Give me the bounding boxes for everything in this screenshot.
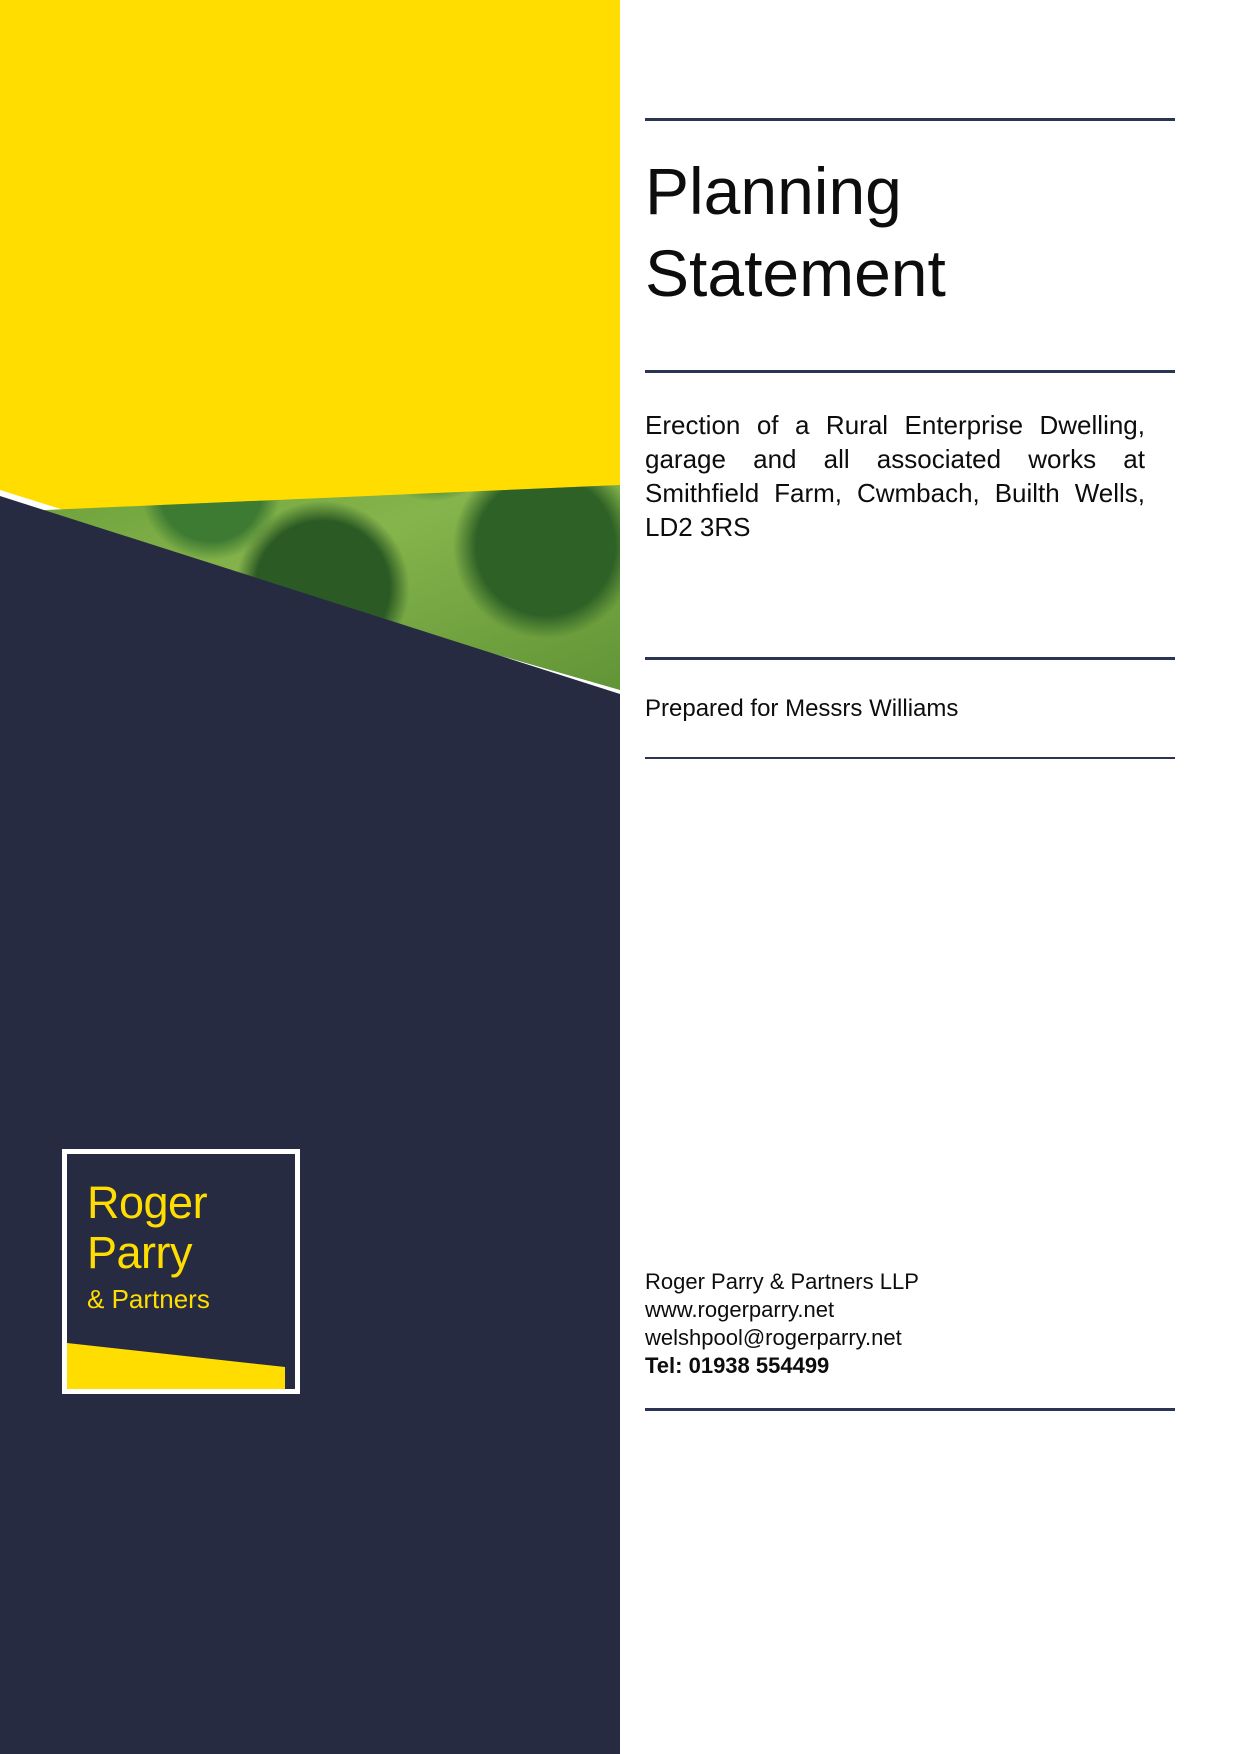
contact-telephone: Tel: 01938 554499	[645, 1353, 830, 1378]
page-title-line-2: Statement	[645, 236, 946, 310]
contact-email: welshpool@rogerparry.net	[645, 1325, 902, 1350]
cover-graphic-panel	[0, 0, 620, 1754]
divider-under-description	[645, 657, 1175, 660]
logo-line-parry: Parry	[87, 1227, 193, 1278]
page-title-line-1: Planning	[645, 154, 902, 228]
divider-under-title	[645, 370, 1175, 373]
project-description: Erection of a Rural Enterprise Dwelling, garage and all associated works at Smithfield Farm, Cwmbach, Builth Wells, LD2 3RS	[645, 410, 1145, 542]
contact-website: www.rogerparry.net	[645, 1297, 835, 1322]
contact-block	[645, 1268, 1145, 1380]
company-logo	[62, 1149, 300, 1394]
logo-swoosh-shape	[67, 1329, 285, 1389]
divider-bottom	[645, 1408, 1175, 1411]
divider-top	[645, 118, 1175, 121]
logo-line-partners: & Partners	[87, 1284, 210, 1314]
logo-line-roger: Roger	[87, 1177, 208, 1228]
contact-company: Roger Parry & Partners LLP	[645, 1269, 919, 1294]
prepared-for-text: Prepared for Messrs Williams	[645, 695, 959, 722]
page-title	[645, 150, 1175, 314]
cover-content-panel	[645, 0, 1175, 1754]
divider-under-prepared-for	[645, 757, 1175, 759]
